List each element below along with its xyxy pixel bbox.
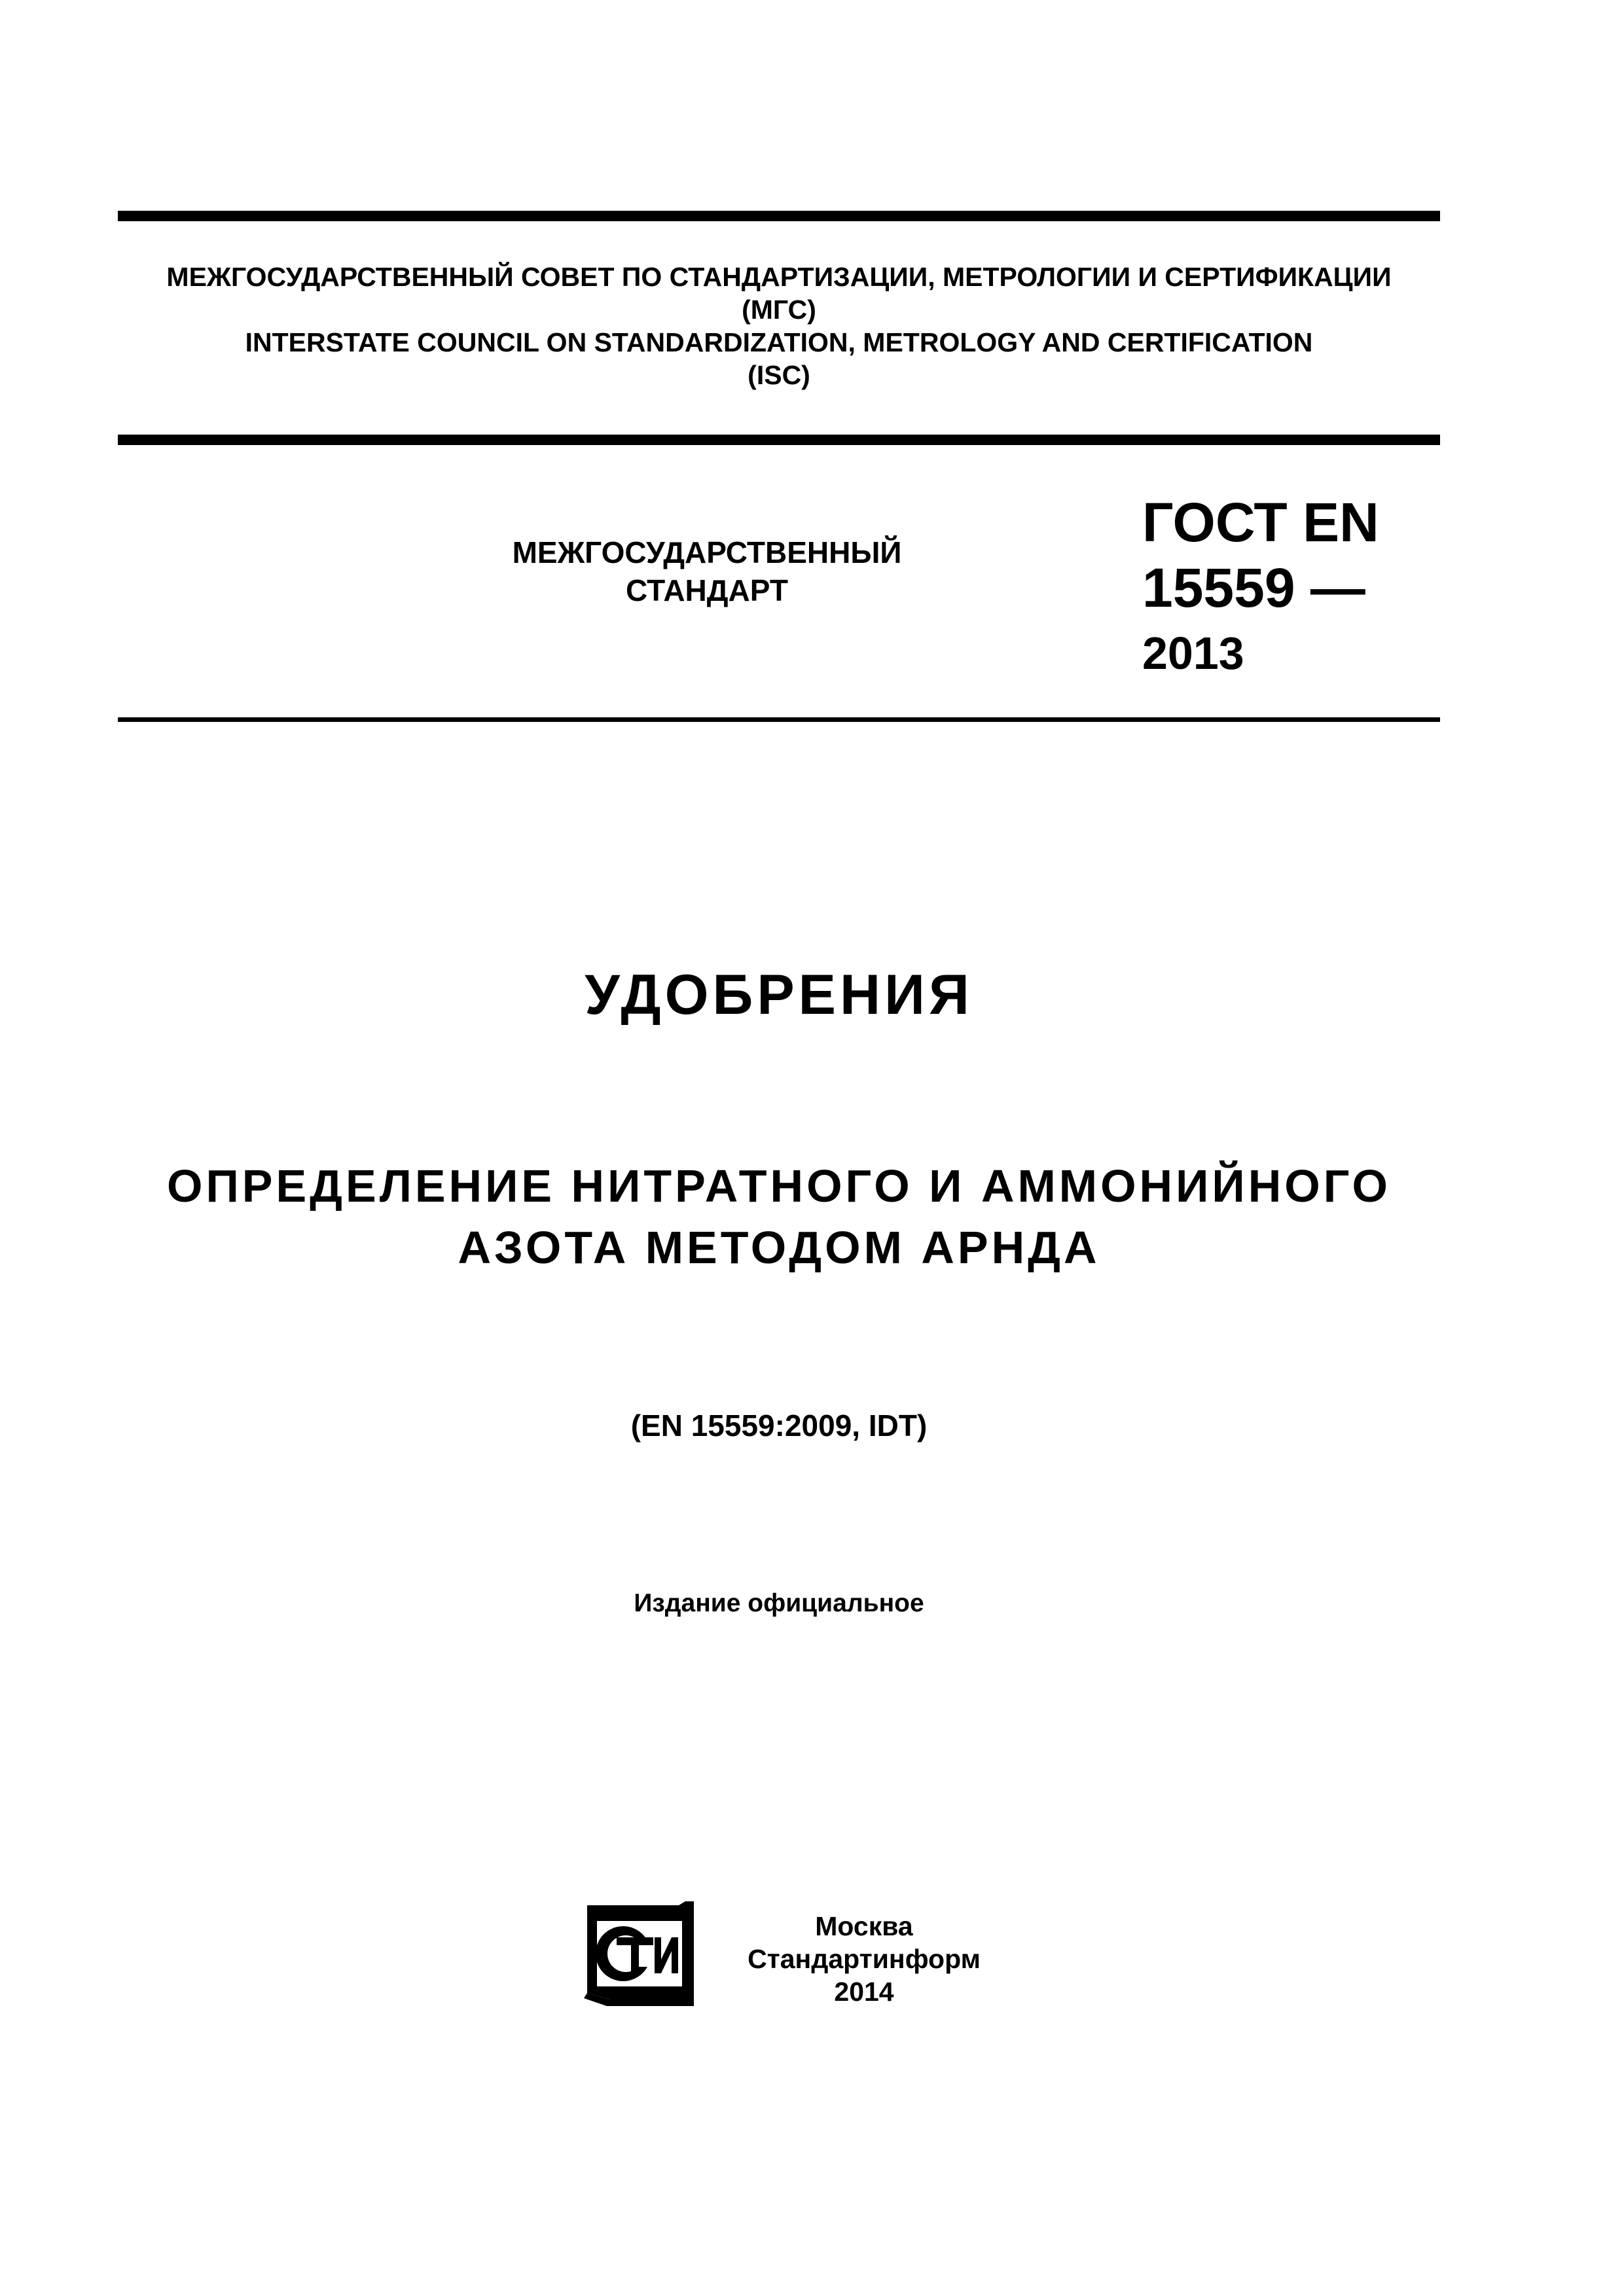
top-rule — [118, 211, 1440, 221]
council-name-ru: МЕЖГОСУДАРСТВЕННЫЙ СОВЕТ ПО СТАНДАРТИЗАЦИИ, МЕТРОЛОГИИ И СЕРТИФИКАЦИИ — [166, 262, 1392, 292]
standartinform-logo-icon — [571, 1901, 702, 2009]
council-abbr-en: (ISC) — [748, 360, 810, 390]
standard-type-line1: МЕЖГОСУДАРСТВЕННЫЙ — [512, 535, 902, 569]
document-subtitle — [98, 1155, 1460, 1278]
document-title: УДОБРЕНИЯ — [585, 963, 973, 1026]
publisher-city: Москва — [815, 1911, 913, 1941]
gost-designation — [1142, 490, 1379, 686]
en-reference: (EN 15559:2009, IDT) — [630, 1408, 928, 1443]
publication-year: 2014 — [834, 1977, 894, 2007]
standard-type-line2: СТАНДАРТ — [626, 573, 788, 607]
header-bottom-rule — [118, 435, 1440, 445]
gost-number-line1: ГОСТ EN — [1142, 492, 1379, 553]
gost-year: 2013 — [1142, 628, 1244, 679]
designation-bottom-rule — [118, 717, 1440, 722]
council-name-en: INTERSTATE COUNCIL ON STANDARDIZATION, METROLOGY AND CERTIFICATION — [245, 327, 1313, 357]
gost-number-line2: 15559 — — [1142, 557, 1365, 619]
standard-type-label — [425, 533, 988, 609]
edition-note: Издание официальное — [634, 1589, 924, 1617]
council-header — [118, 260, 1440, 391]
subtitle-line2: АЗОТА МЕТОДОМ АРНДА — [458, 1222, 1100, 1273]
publisher-block — [720, 1910, 1008, 2008]
council-abbr-ru: (МГС) — [742, 295, 816, 325]
subtitle-line1: ОПРЕДЕЛЕНИЕ НИТРАТНОГО И АММОНИЙНОГО — [167, 1160, 1391, 1211]
publisher-name: Стандартинформ — [748, 1944, 981, 1974]
